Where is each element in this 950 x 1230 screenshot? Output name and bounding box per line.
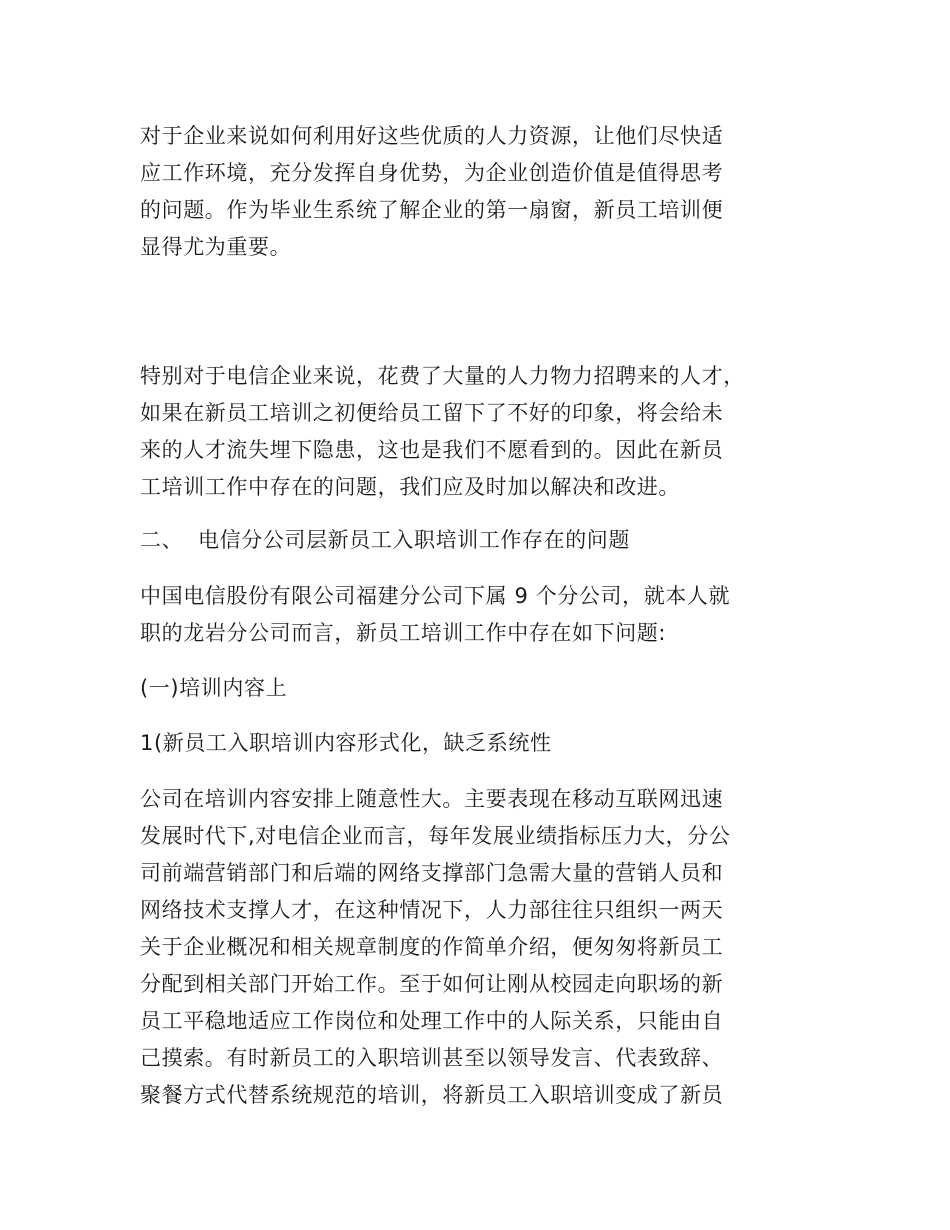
text-line: 对于企业来说如何利用好这些优质的人力资源，让他们尽快适 <box>140 124 724 148</box>
text-line: 1(新员工入职培训内容形式化，缺乏系统性 <box>140 731 552 755</box>
text-line: 发展时代下,对电信企业而言，每年发展业绩指标压力大，分公 <box>140 824 731 848</box>
text-line: 聚餐方式代替系统规范的培训，将新员工入职培训变成了新员 <box>140 1083 724 1107</box>
text-line: (一)培训内容上 <box>140 676 288 700</box>
text-line: 来的人才流失埋下隐患，这也是我们不愿看到的。因此在新员 <box>140 438 724 462</box>
text-line: 网络技术支撑人才，在这种情况下，人力部往往只组织一两天 <box>140 898 724 922</box>
text-line: 公司在培训内容安排上随意性大。主要表现在移动互联网迅速 <box>140 787 724 811</box>
text-line: 中国电信股份有限公司福建分公司下属 9 个分公司，就本人就 <box>140 584 731 608</box>
text-line: 如果在新员工培训之初便给员工留下了不好的印象，将会给未 <box>140 401 724 425</box>
text-line: 显得尤为重要。 <box>140 235 292 259</box>
text-line: 己摸索。有时新员工的入职培训甚至以领导发言、代表致辞、 <box>140 1046 724 1070</box>
text-line: 员工平稳地适应工作岗位和处理工作中的人际关系，只能由自 <box>140 1009 724 1033</box>
text-line: 司前端营销部门和后端的网络支撑部门急需大量的营销人员和 <box>140 861 724 885</box>
text-line: 工培训工作中存在的问题，我们应及时加以解决和改进。 <box>140 475 680 499</box>
section-title: 电信分公司层新员工入职培训工作存在的问题 <box>198 528 630 552</box>
section-number: 二、 <box>140 528 184 552</box>
text-line: 分配到相关部门开始工作。至于如何让刚从校园走向职场的新 <box>140 972 724 996</box>
text-line: 职的龙岩分公司而言，新员工培训工作中存在如下问题: <box>140 621 667 645</box>
text-line: 的问题。作为毕业生系统了解企业的第一扇窗，新员工培训便 <box>140 198 724 222</box>
item-heading <box>140 725 820 762</box>
section-heading <box>140 522 630 559</box>
paragraph-content <box>140 781 820 1114</box>
paragraph-company <box>140 578 820 652</box>
text-line: 特别对于电信企业来说，花费了大量的人力物力招聘来的人才， <box>140 364 745 388</box>
paragraph-intro <box>140 118 820 266</box>
paragraph-telecom <box>140 358 820 506</box>
text-line: 应工作环境，充分发挥自身优势，为企业创造价值是值得思考 <box>140 161 724 185</box>
text-line: 关于企业概况和相关规章制度的作简单介绍，便匆匆将新员工 <box>140 935 724 959</box>
subsection-heading <box>140 670 820 707</box>
